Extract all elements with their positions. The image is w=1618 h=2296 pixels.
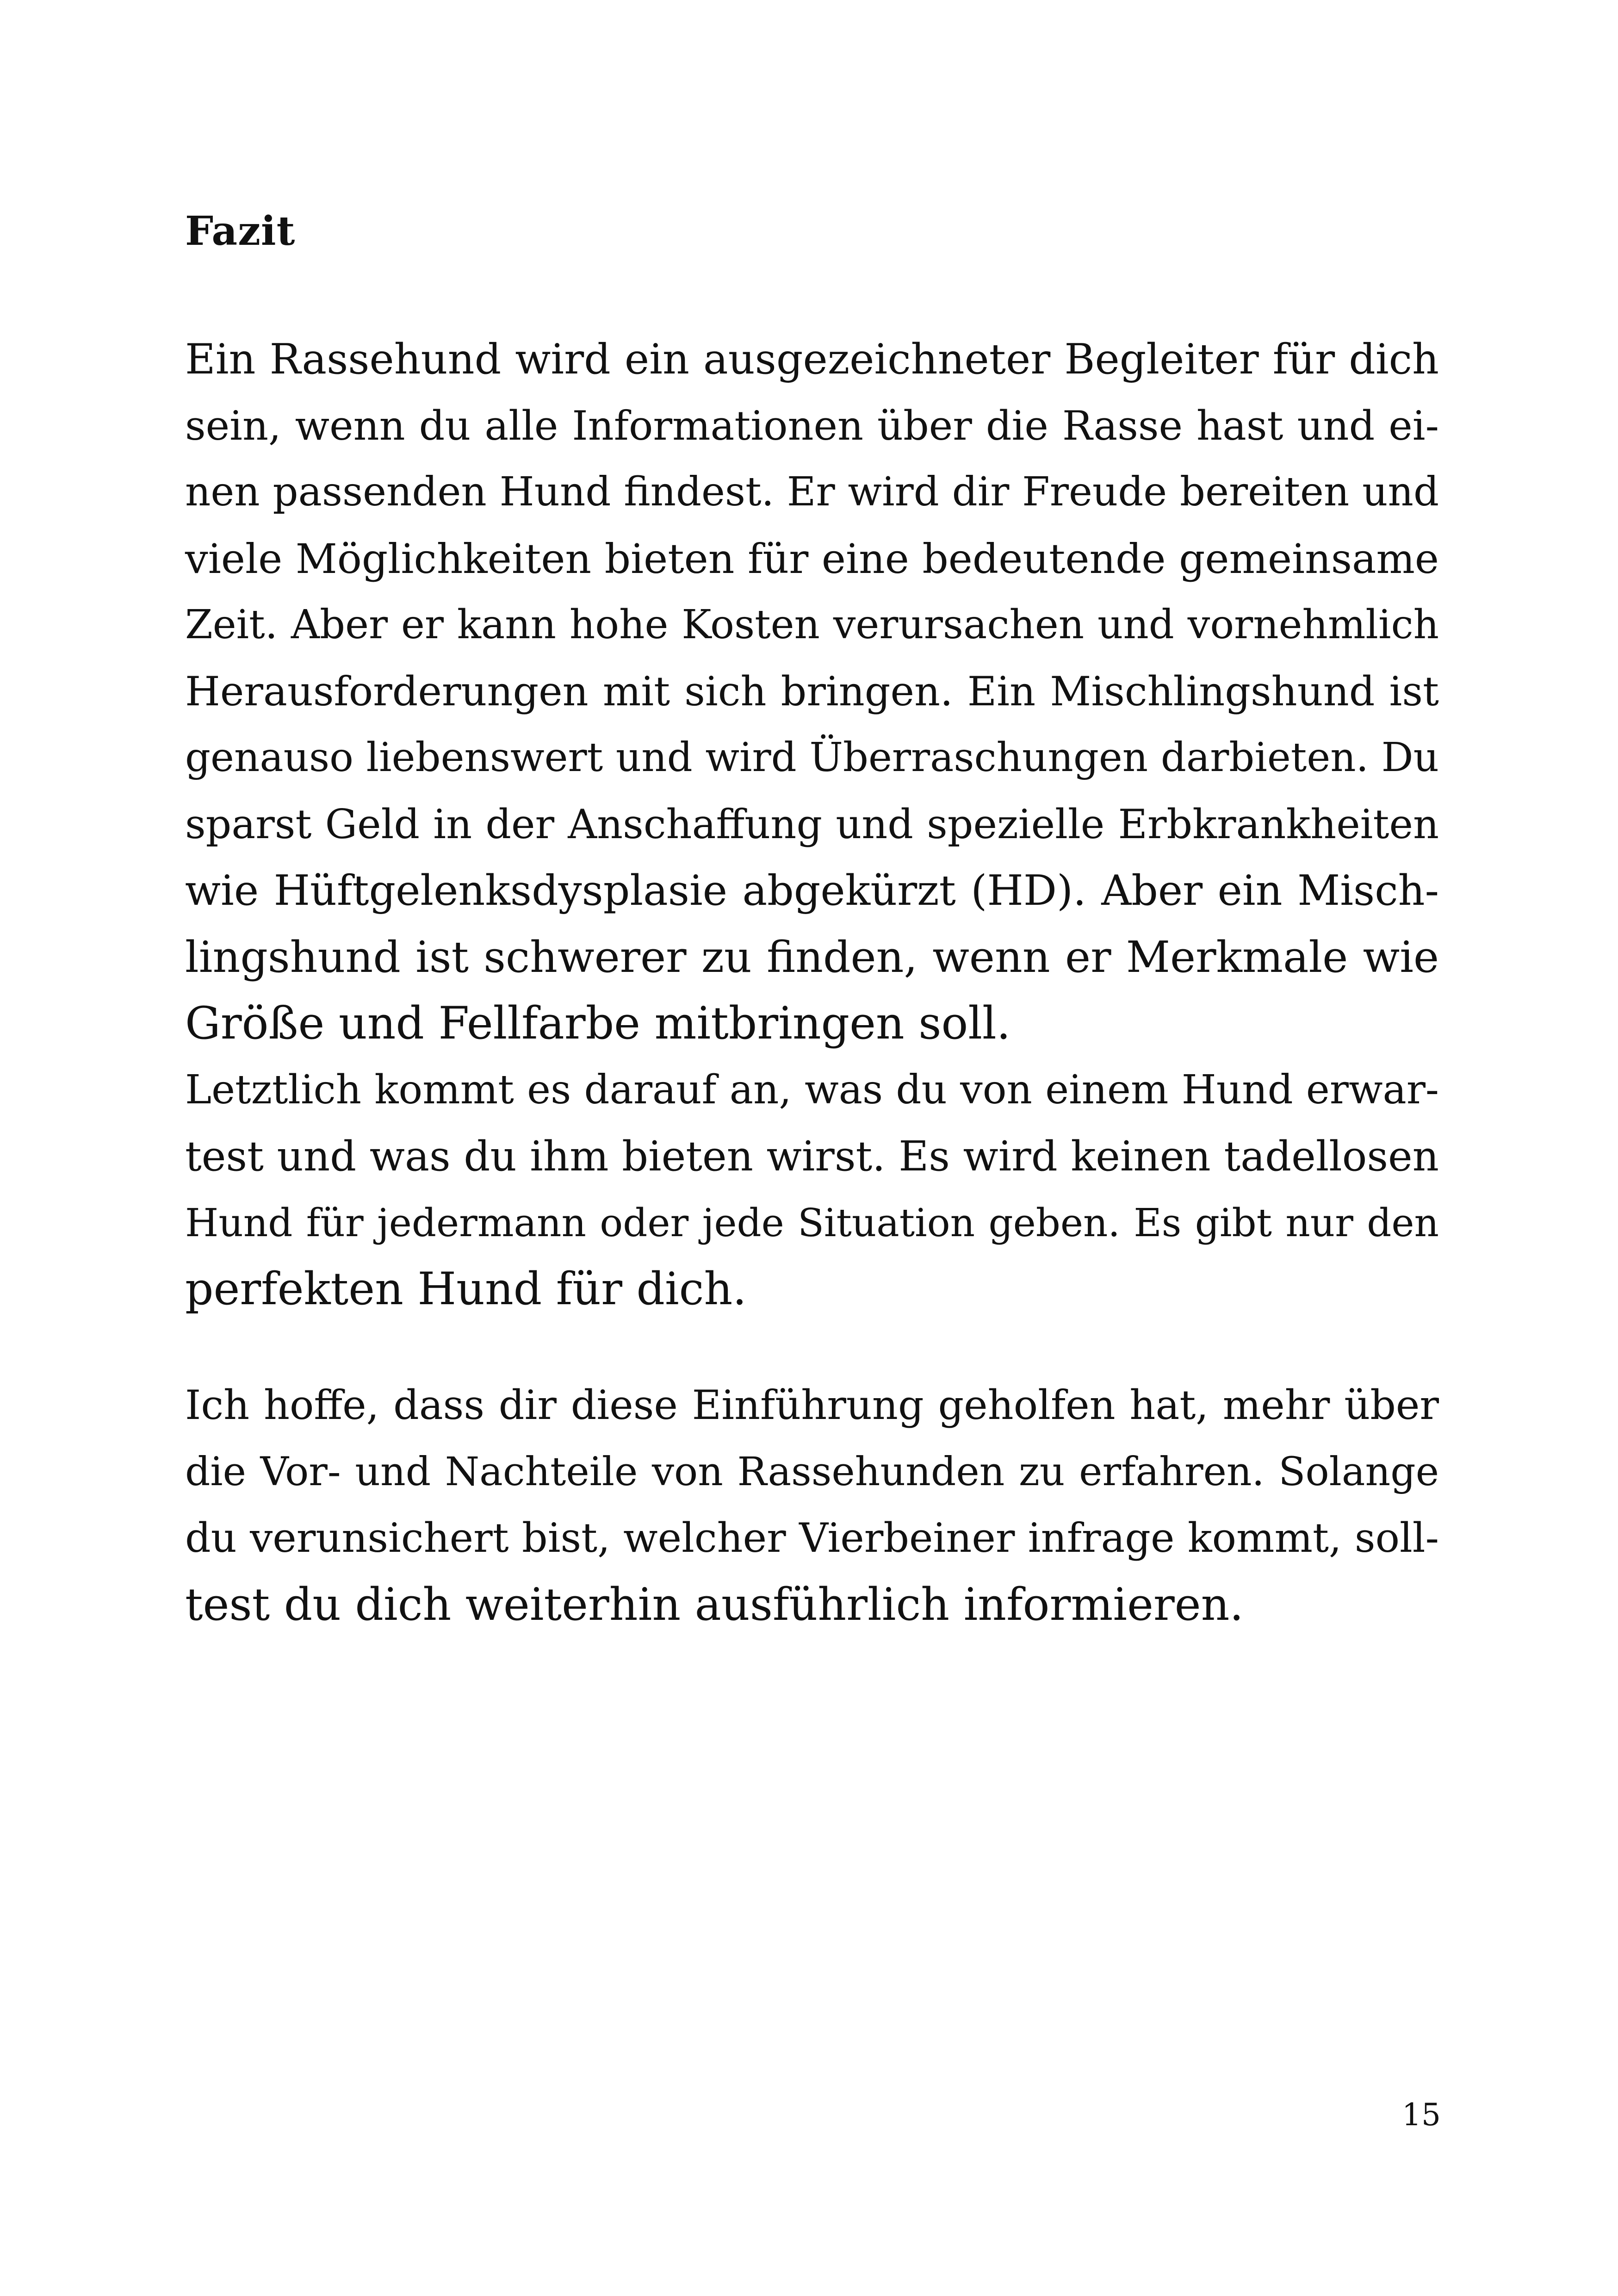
text-line: perfekten Hund für dich. [185,1263,747,1315]
paragraph-closing [185,1372,1439,1638]
text-line: nen passenden Hund findest. Er wird dir Freude bereiten und [185,469,1439,515]
text-line: Herausforderungen mit sich bringen. Ein Mischlingshund ist [185,667,1439,715]
text-line: sparst Geld in der Anschaffung und spezielle Erbkrankheiten [185,800,1439,848]
text-line: lingshund ist schwerer zu finden, wenn er Merkmale wie [185,932,1439,982]
text-line: Größe und Fellfarbe mitbringen soll. [185,997,1011,1049]
page-number: 15 [1402,2097,1441,2133]
text-line: sein, wenn du alle Informationen über die Rasse hast und ei- [185,402,1439,449]
text-line: du verunsichert bist, welcher Vierbeiner infrage kommt, soll- [185,1514,1439,1562]
section-heading: Fazit [185,208,296,255]
text-line: genauso liebenswert und wird Überraschungen darbieten. Du [185,734,1439,781]
text-line: Ich hoffe, dass dir diese Einführung geholfen hat, mehr über [185,1381,1439,1429]
text-line: die Vor- und Nachteile von Rassehunden zu erfahren. Solange [185,1449,1439,1495]
text-line: wie Hüftgelenksdysplasie abgekürzt (HD). Aber ein Misch- [185,866,1439,915]
text-block-closing [185,1372,1439,1638]
text-block-main [185,326,1439,1323]
text-line: Hund für jedermann oder jede Situation geben. Es gibt nur den [185,1200,1439,1245]
paragraph-conclusion [185,1057,1439,1323]
text-line: test und was du ihm bieten wirst. Es wird keinen tadellosen [185,1132,1439,1180]
paragraph-breeds [185,326,1439,1057]
text-line: Ein Rassehund wird ein ausgezeichneter Begleiter für dich [185,335,1439,384]
text-line: test du dich weiterhin ausführlich informieren. [185,1578,1244,1630]
text-line: Letztlich kommt es darauf an, was du von einem Hund erwar- [185,1066,1439,1113]
text-line: viele Möglichkeiten bieten für eine bedeutende gemeinsame [185,535,1439,583]
text-line: Zeit. Aber er kann hohe Kosten verursachen und vornehmlich [185,602,1439,648]
